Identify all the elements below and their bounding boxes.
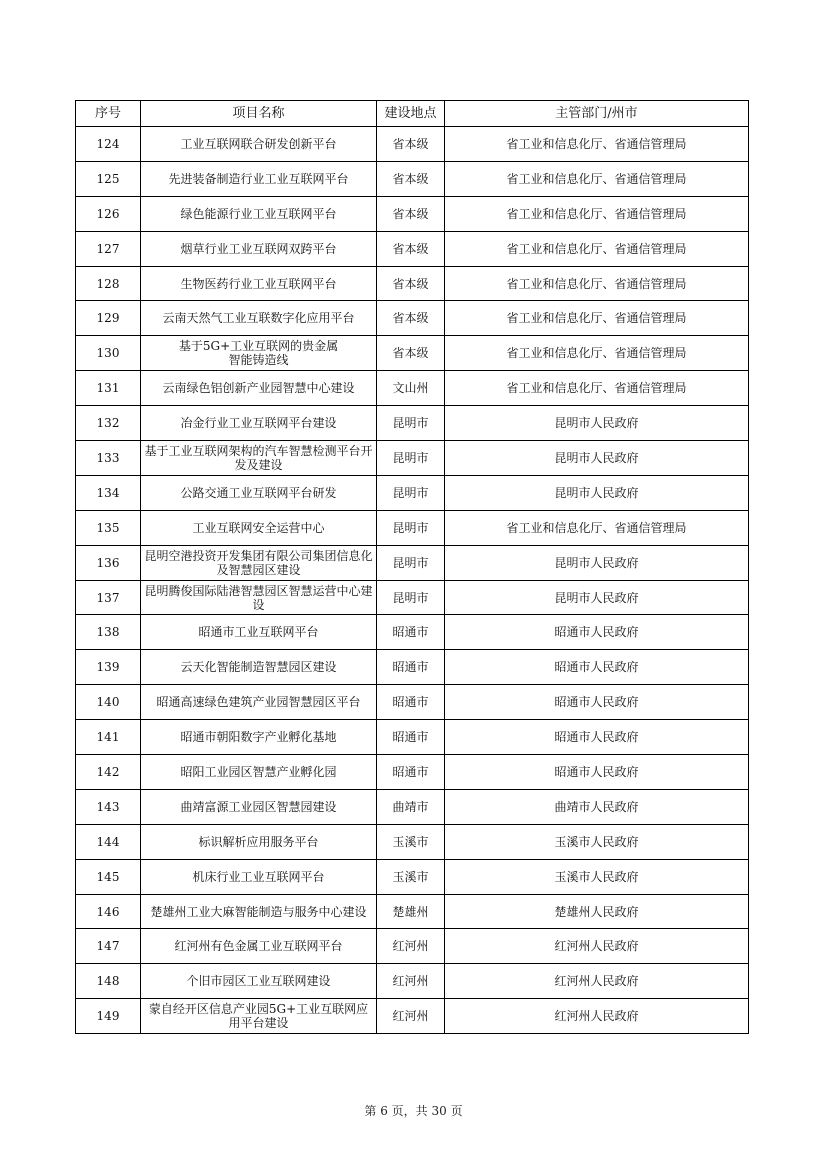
cell-project-name: 曲靖富源工业园区智慧园建设	[141, 789, 377, 824]
table-row	[76, 196, 749, 231]
cell-project-name: 红河州有色金属工业互联网平台	[141, 929, 377, 964]
cell-department: 昭通市人民政府	[445, 755, 749, 790]
cell-department: 昭通市人民政府	[445, 685, 749, 720]
table-row	[76, 964, 749, 999]
table-row	[76, 929, 749, 964]
cell-location: 昆明市	[377, 441, 445, 476]
cell-department: 省工业和信息化厅、省通信管理局	[445, 231, 749, 266]
table-row	[76, 301, 749, 336]
table-row	[76, 720, 749, 755]
cell-location: 省本级	[377, 196, 445, 231]
cell-project-name: 昆明腾俊国际陆港智慧园区智慧运营中心建设	[141, 580, 377, 615]
cell-serial-number: 138	[76, 615, 141, 650]
cell-department: 省工业和信息化厅、省通信管理局	[445, 196, 749, 231]
cell-department: 昭通市人民政府	[445, 615, 749, 650]
table-row	[76, 441, 749, 476]
table-row	[76, 510, 749, 545]
cell-project-name: 绿色能源行业工业互联网平台	[141, 196, 377, 231]
table-row	[76, 475, 749, 510]
table-row	[76, 685, 749, 720]
cell-department: 红河州人民政府	[445, 929, 749, 964]
cell-location: 省本级	[377, 231, 445, 266]
cell-project-name: 生物医药行业工业互联网平台	[141, 266, 377, 301]
cell-location: 省本级	[377, 266, 445, 301]
cell-serial-number: 125	[76, 161, 141, 196]
cell-project-name: 昭通市工业互联网平台	[141, 615, 377, 650]
table-header-row	[76, 101, 749, 127]
table-row	[76, 580, 749, 615]
cell-serial-number: 147	[76, 929, 141, 964]
cell-department: 楚雄州人民政府	[445, 894, 749, 929]
cell-serial-number: 140	[76, 685, 141, 720]
header-project-name: 项目名称	[141, 101, 377, 127]
cell-serial-number: 146	[76, 894, 141, 929]
cell-department: 省工业和信息化厅、省通信管理局	[445, 161, 749, 196]
cell-serial-number: 141	[76, 720, 141, 755]
page-number: 第 6 页，共 30 页	[364, 1104, 463, 1118]
cell-location: 省本级	[377, 336, 445, 371]
cell-department: 省工业和信息化厅、省通信管理局	[445, 371, 749, 406]
table-row	[76, 161, 749, 196]
cell-project-name: 云南绿色铝创新产业园智慧中心建设	[141, 371, 377, 406]
header-location: 建设地点	[377, 101, 445, 127]
cell-project-name: 楚雄州工业大麻智能制造与服务中心建设	[141, 894, 377, 929]
cell-project-name: 工业互联网安全运营中心	[141, 510, 377, 545]
cell-serial-number: 142	[76, 755, 141, 790]
table-body	[76, 127, 749, 1034]
cell-location: 楚雄州	[377, 894, 445, 929]
table-row	[76, 999, 749, 1034]
cell-location: 玉溪市	[377, 859, 445, 894]
cell-project-name: 昭阳工业园区智慧产业孵化园	[141, 755, 377, 790]
table-row	[76, 824, 749, 859]
cell-department: 昆明市人民政府	[445, 545, 749, 580]
table-row	[76, 266, 749, 301]
cell-project-name: 工业互联网联合研发创新平台	[141, 127, 377, 162]
cell-location: 省本级	[377, 301, 445, 336]
table-row	[76, 755, 749, 790]
cell-serial-number: 136	[76, 545, 141, 580]
table-row	[76, 789, 749, 824]
cell-location: 红河州	[377, 929, 445, 964]
cell-location: 省本级	[377, 127, 445, 162]
cell-serial-number: 130	[76, 336, 141, 371]
cell-serial-number: 126	[76, 196, 141, 231]
cell-department: 昆明市人民政府	[445, 580, 749, 615]
table-row	[76, 231, 749, 266]
cell-serial-number: 133	[76, 441, 141, 476]
cell-location: 昆明市	[377, 580, 445, 615]
cell-serial-number: 149	[76, 999, 141, 1034]
cell-project-name: 标识解析应用服务平台	[141, 824, 377, 859]
cell-location: 昭通市	[377, 615, 445, 650]
cell-department: 昆明市人民政府	[445, 441, 749, 476]
cell-project-name: 烟草行业工业互联网双跨平台	[141, 231, 377, 266]
table-row	[76, 859, 749, 894]
cell-serial-number: 144	[76, 824, 141, 859]
table-row	[76, 406, 749, 441]
cell-location: 昆明市	[377, 475, 445, 510]
cell-project-name: 昆明空港投资开发集团有限公司集团信息化及智慧园区建设	[141, 545, 377, 580]
table-row	[76, 894, 749, 929]
cell-department: 红河州人民政府	[445, 999, 749, 1034]
cell-location: 昭通市	[377, 720, 445, 755]
cell-department: 曲靖市人民政府	[445, 789, 749, 824]
cell-department: 省工业和信息化厅、省通信管理局	[445, 127, 749, 162]
cell-serial-number: 128	[76, 266, 141, 301]
cell-serial-number: 131	[76, 371, 141, 406]
cell-serial-number: 127	[76, 231, 141, 266]
cell-location: 玉溪市	[377, 824, 445, 859]
cell-serial-number: 132	[76, 406, 141, 441]
cell-location: 昭通市	[377, 650, 445, 685]
project-table	[75, 100, 749, 1034]
cell-location: 昆明市	[377, 545, 445, 580]
cell-project-name: 先进装备制造行业工业互联网平台	[141, 161, 377, 196]
cell-serial-number: 129	[76, 301, 141, 336]
cell-department: 昭通市人民政府	[445, 720, 749, 755]
cell-project-name: 基于5G+工业互联网的贵金属 智能铸造线	[141, 336, 377, 371]
cell-location: 昆明市	[377, 510, 445, 545]
cell-serial-number: 145	[76, 859, 141, 894]
table-row	[76, 336, 749, 371]
cell-department: 省工业和信息化厅、省通信管理局	[445, 301, 749, 336]
cell-serial-number: 137	[76, 580, 141, 615]
cell-department: 红河州人民政府	[445, 964, 749, 999]
cell-department: 玉溪市人民政府	[445, 859, 749, 894]
header-department: 主管部门/州市	[445, 101, 749, 127]
table-row	[76, 650, 749, 685]
cell-location: 文山州	[377, 371, 445, 406]
table-row	[76, 545, 749, 580]
cell-project-name: 公路交通工业互联网平台研发	[141, 475, 377, 510]
cell-project-name: 基于工业互联网架构的汽车智慧检测平台开发及建设	[141, 441, 377, 476]
cell-serial-number: 148	[76, 964, 141, 999]
cell-serial-number: 139	[76, 650, 141, 685]
cell-project-name: 云天化智能制造智慧园区建设	[141, 650, 377, 685]
cell-serial-number: 134	[76, 475, 141, 510]
cell-project-name: 个旧市园区工业互联网建设	[141, 964, 377, 999]
cell-department: 玉溪市人民政府	[445, 824, 749, 859]
cell-location: 红河州	[377, 999, 445, 1034]
cell-project-name: 云南天然气工业互联数字化应用平台	[141, 301, 377, 336]
table-row	[76, 615, 749, 650]
cell-department: 昆明市人民政府	[445, 475, 749, 510]
cell-project-name: 昭通市朝阳数字产业孵化基地	[141, 720, 377, 755]
cell-project-name: 冶金行业工业互联网平台建设	[141, 406, 377, 441]
cell-location: 红河州	[377, 964, 445, 999]
cell-location: 昭通市	[377, 685, 445, 720]
cell-project-name: 昭通高速绿色建筑产业园智慧园区平台	[141, 685, 377, 720]
cell-department: 省工业和信息化厅、省通信管理局	[445, 336, 749, 371]
cell-project-name: 机床行业工业互联网平台	[141, 859, 377, 894]
cell-department: 省工业和信息化厅、省通信管理局	[445, 266, 749, 301]
cell-location: 省本级	[377, 161, 445, 196]
cell-serial-number: 135	[76, 510, 141, 545]
table-row	[76, 371, 749, 406]
cell-department: 省工业和信息化厅、省通信管理局	[445, 510, 749, 545]
header-serial-number: 序号	[76, 101, 141, 127]
cell-serial-number: 143	[76, 789, 141, 824]
cell-location: 昭通市	[377, 755, 445, 790]
cell-location: 曲靖市	[377, 789, 445, 824]
cell-location: 昆明市	[377, 406, 445, 441]
cell-department: 昭通市人民政府	[445, 650, 749, 685]
cell-serial-number: 124	[76, 127, 141, 162]
cell-department: 昆明市人民政府	[445, 406, 749, 441]
cell-project-name: 蒙自经开区信息产业园5G+工业互联网应用平台建设	[141, 999, 377, 1034]
table-row	[76, 127, 749, 162]
